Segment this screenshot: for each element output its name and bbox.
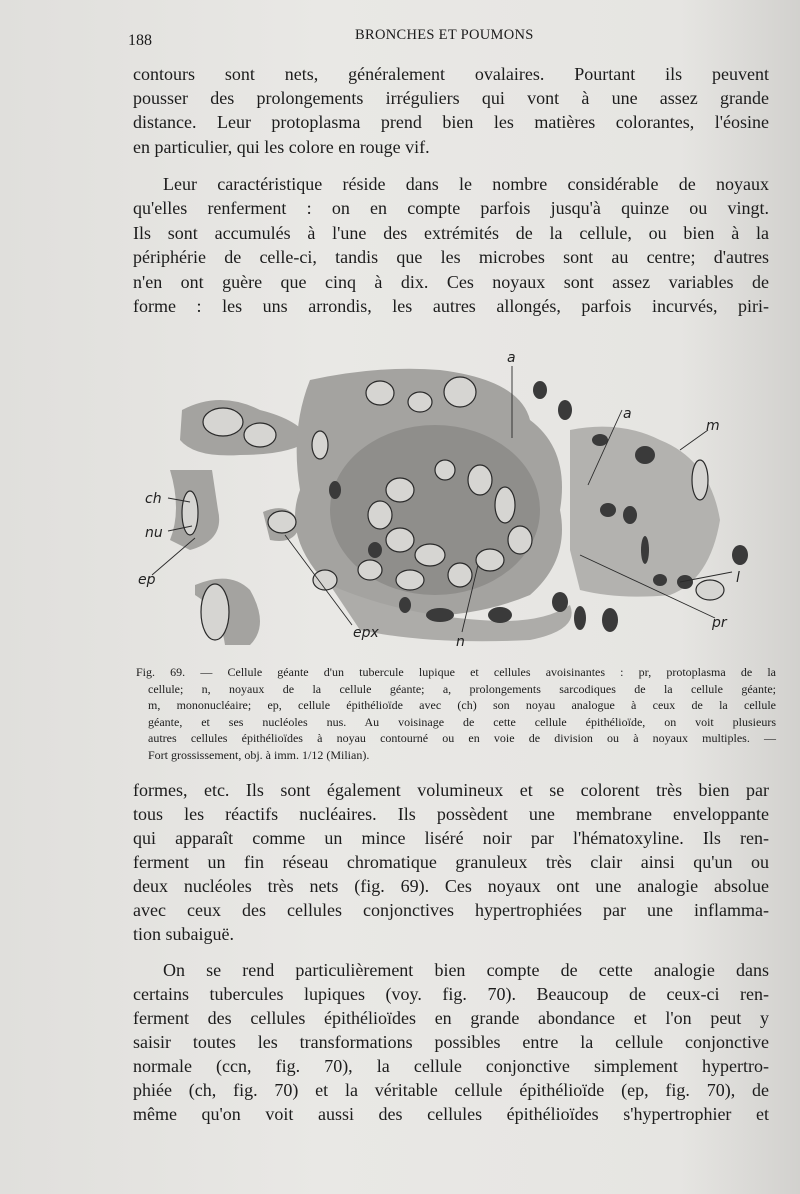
label-pr: pr <box>712 615 727 631</box>
text-line: n'en ont guère que cinq à dix. Ces noyaux sont assez variables de <box>133 272 769 292</box>
caption-line: Fort grossissement, obj. à imm. 1/12 (Milian). <box>148 747 370 762</box>
text-line: contours sont nets, généralement ovalaires. Pourtant ils peuvent <box>133 64 769 84</box>
label-a-1: a <box>507 350 516 366</box>
caption-line: Fig. 69. — Cellule géante d'un tubercule lupique et cellules avoisinantes : pr, protoplasma de la <box>136 665 776 679</box>
label-ep: ep <box>138 572 156 588</box>
text-line: On se rend particulièrement bien compte de cette analogie dans <box>163 960 769 980</box>
text-line: qu'elles renferment : on en compte parfois jusqu'à quinze ou vingt. <box>133 198 769 218</box>
text-line: en particulier, qui les colore en rouge vif. <box>133 137 430 157</box>
caption-line: géante, et ses nucléoles nus. Au voisinage de cette cellule épithélioïde, on voit plusieurs <box>148 714 776 729</box>
text-line: même qu'on voit aussi des cellules épithélioïdes s'hypertrophier et <box>133 1104 769 1124</box>
text-line: formes, etc. Ils sont également volumineux et se colorent très bien par <box>133 780 769 800</box>
text-line: tous les réactifs nucléaires. Ils possèdent une membrane enveloppante <box>133 804 769 824</box>
text-line: Leur caractéristique réside dans le nombre considérable de noyaux <box>163 174 769 194</box>
caption-line: cellule; n, noyaux de la cellule géante; a, prolongements sarcodiques de la cellule géante; <box>148 681 776 696</box>
page-number: 188 <box>128 32 152 49</box>
caption-line: autres cellules épithélioïdes à noyau contourné ou en voie de division ou à noyaux multiples. — <box>148 731 776 745</box>
label-epx: epx <box>353 625 379 641</box>
text-line: avec ceux des cellules conjonctives hypertrophiées par une inflamma- <box>133 900 769 920</box>
label-n: n <box>456 634 465 650</box>
text-line: périphérie de celle-ci, tandis que les microbes sont au centre; d'autres <box>133 247 769 267</box>
text-line: qui apparaît comme un mince liséré noir par l'hématoxyline. Ils ren- <box>133 828 769 848</box>
label-a-2: a <box>623 406 632 422</box>
text-line: distance. Leur protoplasma prend bien les matières colorantes, l'éosine <box>133 112 769 132</box>
text-line: normale (ccn, fig. 70), la cellule conjonctive simplement hypertro- <box>133 1056 769 1076</box>
text-line: phiée (ch, fig. 70) et la véritable cellule épithélioïde (ep, fig. 70), de <box>133 1080 769 1100</box>
text-line: tion subaiguë. <box>133 924 234 944</box>
text-line: ferment un fin réseau chromatique granuleux très clair ainsi qu'un ou <box>133 852 769 872</box>
text-line: saisir toutes les transformations possibles entre la cellule conjonctive <box>133 1032 769 1052</box>
label-nu: nu <box>145 525 163 541</box>
text-line: ferment des cellules épithélioïdes en grande abondance et l'on peut y <box>133 1008 769 1028</box>
text-line: pousser des prolongements irréguliers qui vont à une assez grande <box>133 88 769 108</box>
running-title: BRONCHES ET POUMONS <box>355 27 534 43</box>
caption-line: m, mononucléaire; ep, cellule épithélioïde avec (ch) son noyau analogue à ceux de la cellule <box>148 698 776 712</box>
label-m: m <box>706 418 720 434</box>
text-line: Ils sont accumulés à l'une des extrémités de la cellule, ou bien à la <box>133 223 769 243</box>
text-line: certains tubercules lupiques (voy. fig. 70). Beaucoup de ceux-ci ren- <box>133 984 769 1004</box>
figure-69-illustration <box>100 350 780 650</box>
label-l: l <box>736 570 740 586</box>
text-line: deux nucléoles très nets (fig. 69). Ces noyaux ont une analogie absolue <box>133 876 769 896</box>
label-ch: ch <box>145 491 162 507</box>
figure-caption <box>136 664 776 763</box>
text-line: forme : les uns arrondis, les autres allongés, parfois incurvés, piri- <box>133 296 769 316</box>
